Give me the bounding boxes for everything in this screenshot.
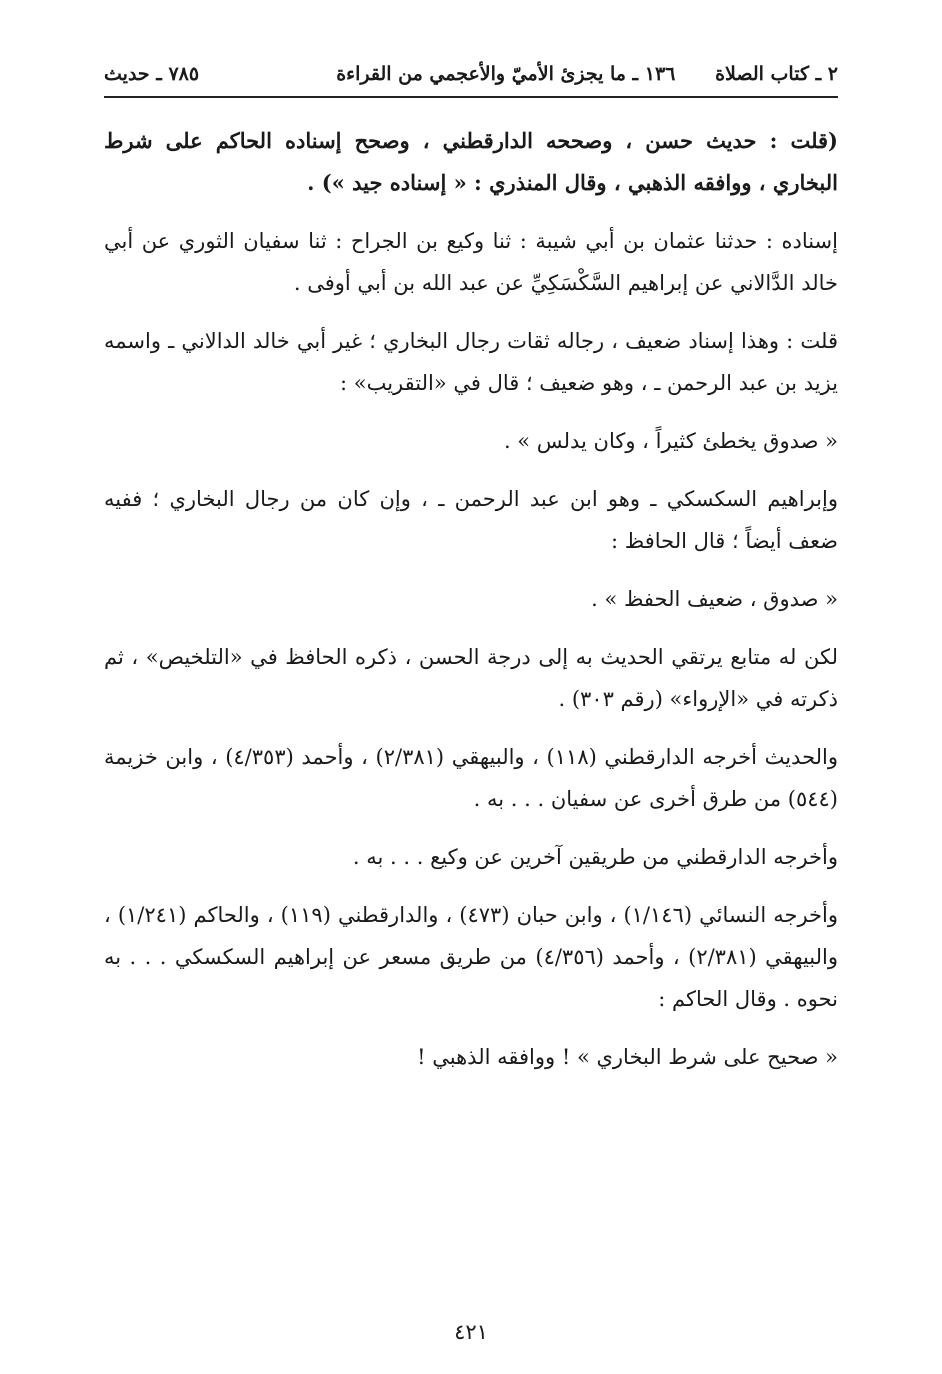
quote-hafiz: « صدوق ، ضعيف الحفظ » . xyxy=(591,587,838,611)
header-chapter-section xyxy=(336,62,838,86)
header-section: ١٣٦ ـ ما يجزئ الأميّ والأعجمي من القراءة xyxy=(336,63,676,85)
commentary-paragraph: لكن له متابع يرتقي الحديث به إلى درجة الحسن ، ذكره الحافظ في «التلخيص» ، ثم ذكرته في «الإرواء» (رقم ٣٠٣) . xyxy=(104,645,838,711)
verdict-paragraph: (قلت : حديث حسن ، وصححه الدارقطني ، وصحح إسناده الحاكم على شرط البخاري ، ووافقه الذهبي ، وقال المنذري : « إسناده جيد ») . xyxy=(104,128,838,195)
takhrij-paragraph: وأخرجه النسائي (١/١٤٦) ، وابن حبان (٤٧٣) ، والدارقطني (١١٩) ، والحاكم (١/٢٤١) ، والبيهقي (٢/٣٨١) ، وأحمد (٤/٣٥٦) من طريق مسعر عن إبراهيم السكسكي . . . به نحوه . وقال الحاكم : xyxy=(104,903,839,1011)
commentary-paragraph: وإبراهيم السكسكي ـ وهو ابن عبد الرحمن ـ ، وإن كان من رجال البخاري ؛ ففيه ضعف أيضاً ؛ قال الحافظ : xyxy=(104,487,838,553)
page-body xyxy=(104,120,838,1078)
takhrij-paragraph: وأخرجه الدارقطني من طريقين آخرين عن وكيع . . . به . xyxy=(352,845,838,869)
running-header xyxy=(104,56,838,98)
quote-taqrib: « صدوق يخطئ كثيراً ، وكان يدلس » . xyxy=(503,429,838,453)
page-number: ٤٢١ xyxy=(454,1320,488,1344)
commentary-paragraph: قلت : وهذا إسناد ضعيف ، رجاله ثقات رجال البخاري ؛ غير أبي خالد الدالاني ـ واسمه يزيد بن عبد الرحمن ـ ، وهو ضعيف ؛ قال في «التقريب» : xyxy=(104,329,838,395)
quote-hakim: « صحيح على شرط البخاري » ! ووافقه الذهبي ! xyxy=(417,1045,838,1069)
header-chapter: ٢ ـ كتاب الصلاة xyxy=(715,63,838,85)
takhrij-paragraph: والحديث أخرجه الدارقطني (١١٨) ، والبيهقي (٢/٣٨١) ، وأحمد (٤/٣٥٣) ، وابن خزيمة (٥٤٤) من طرق أخرى عن سفيان . . . به . xyxy=(104,745,839,811)
book-page xyxy=(104,56,839,1344)
isnad-paragraph: إسناده : حدثنا عثمان بن أبي شيبة : ثنا وكيع بن الجراح : ثنا سفيان الثوري عن أبي خالد الدَّالاني عن إبراهيم السَّكْسَكِيِّ عن عبد الله بن أبي أوفى . xyxy=(104,229,838,295)
header-hadith-number: ٧٨٥ ـ حديث xyxy=(104,63,200,85)
